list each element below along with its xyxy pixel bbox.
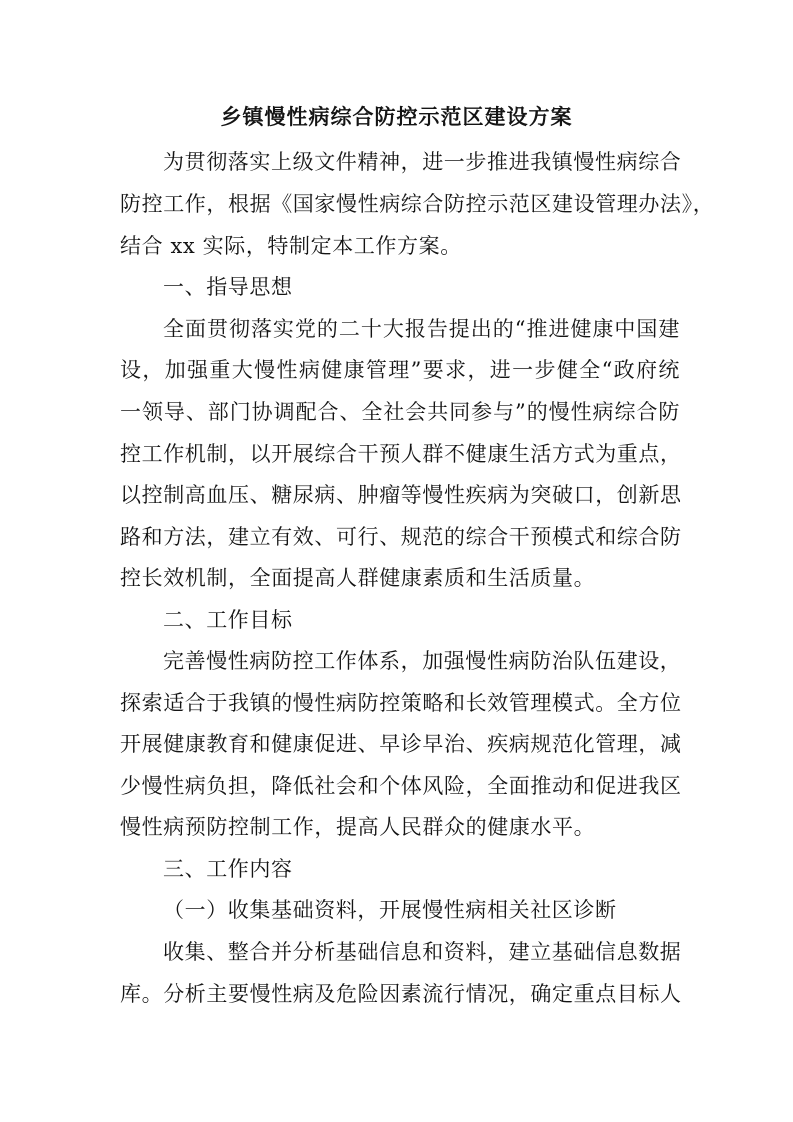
section2-line-4: 少慢性病负担，降低社会和个体风险，全面推动和促进我区: [120, 774, 682, 798]
section1-line-3: 一领导、部门协调配合、全社会共同参与”的慢性病综合防: [120, 400, 680, 424]
section1-line-7: 控长效机制，全面提高人群健康素质和生活质量。: [120, 566, 596, 590]
section2-line-5: 慢性病预防控制工作，提高人民群众的健康水平。: [120, 815, 596, 839]
subsection-heading-1: （一）收集基础资料，开展慢性病相关社区诊断: [163, 898, 617, 922]
section-heading-3: 三、工作内容: [163, 857, 293, 881]
section2-line-3: 开展健康教育和健康促进、早诊早治、疾病规范化管理，减: [120, 732, 682, 756]
intro-line-3: 结合 xx 实际，特制定本工作方案。: [120, 234, 462, 258]
section2-line-1: 完善慢性病防控工作体系，加强慢性病防治队伍建设，: [163, 649, 682, 673]
section1-line-2: 设，加强重大慢性病健康管理”要求，进一步健全“政府统: [120, 358, 680, 382]
section1-line-6: 路和方法，建立有效、可行、规范的综合干预模式和综合防: [120, 525, 682, 549]
document-title: 乡镇慢性病综合防控示范区建设方案: [220, 104, 573, 129]
section1-line-5: 以控制高血压、糖尿病、肿瘤等慢性疾病为突破口，创新思: [120, 483, 682, 507]
section2-line-2: 探索适合于我镇的慢性病防控策略和长效管理模式。全方位: [120, 691, 682, 715]
intro-line-1: 为贯彻落实上级文件精神，进一步推进我镇慢性病综合: [163, 150, 682, 174]
section1-line-1: 全面贯彻落实党的二十大报告提出的“推进健康中国建: [163, 317, 680, 341]
section3-line-2: 库。分析主要慢性病及危险因素流行情况，确定重点目标人: [120, 982, 682, 1006]
section-heading-2: 二、工作目标: [163, 608, 293, 632]
section1-line-4: 控工作机制，以开展综合干预人群不健康生活方式为重点，: [120, 442, 682, 466]
section-heading-1: 一、指导思想: [163, 275, 293, 299]
intro-line-2: 防控工作，根据《国家慢性病综合防控示范区建设管理办法》，: [120, 192, 715, 216]
section3-line-1: 收集、整合并分析基础信息和资料，建立基础信息数据: [163, 940, 682, 964]
